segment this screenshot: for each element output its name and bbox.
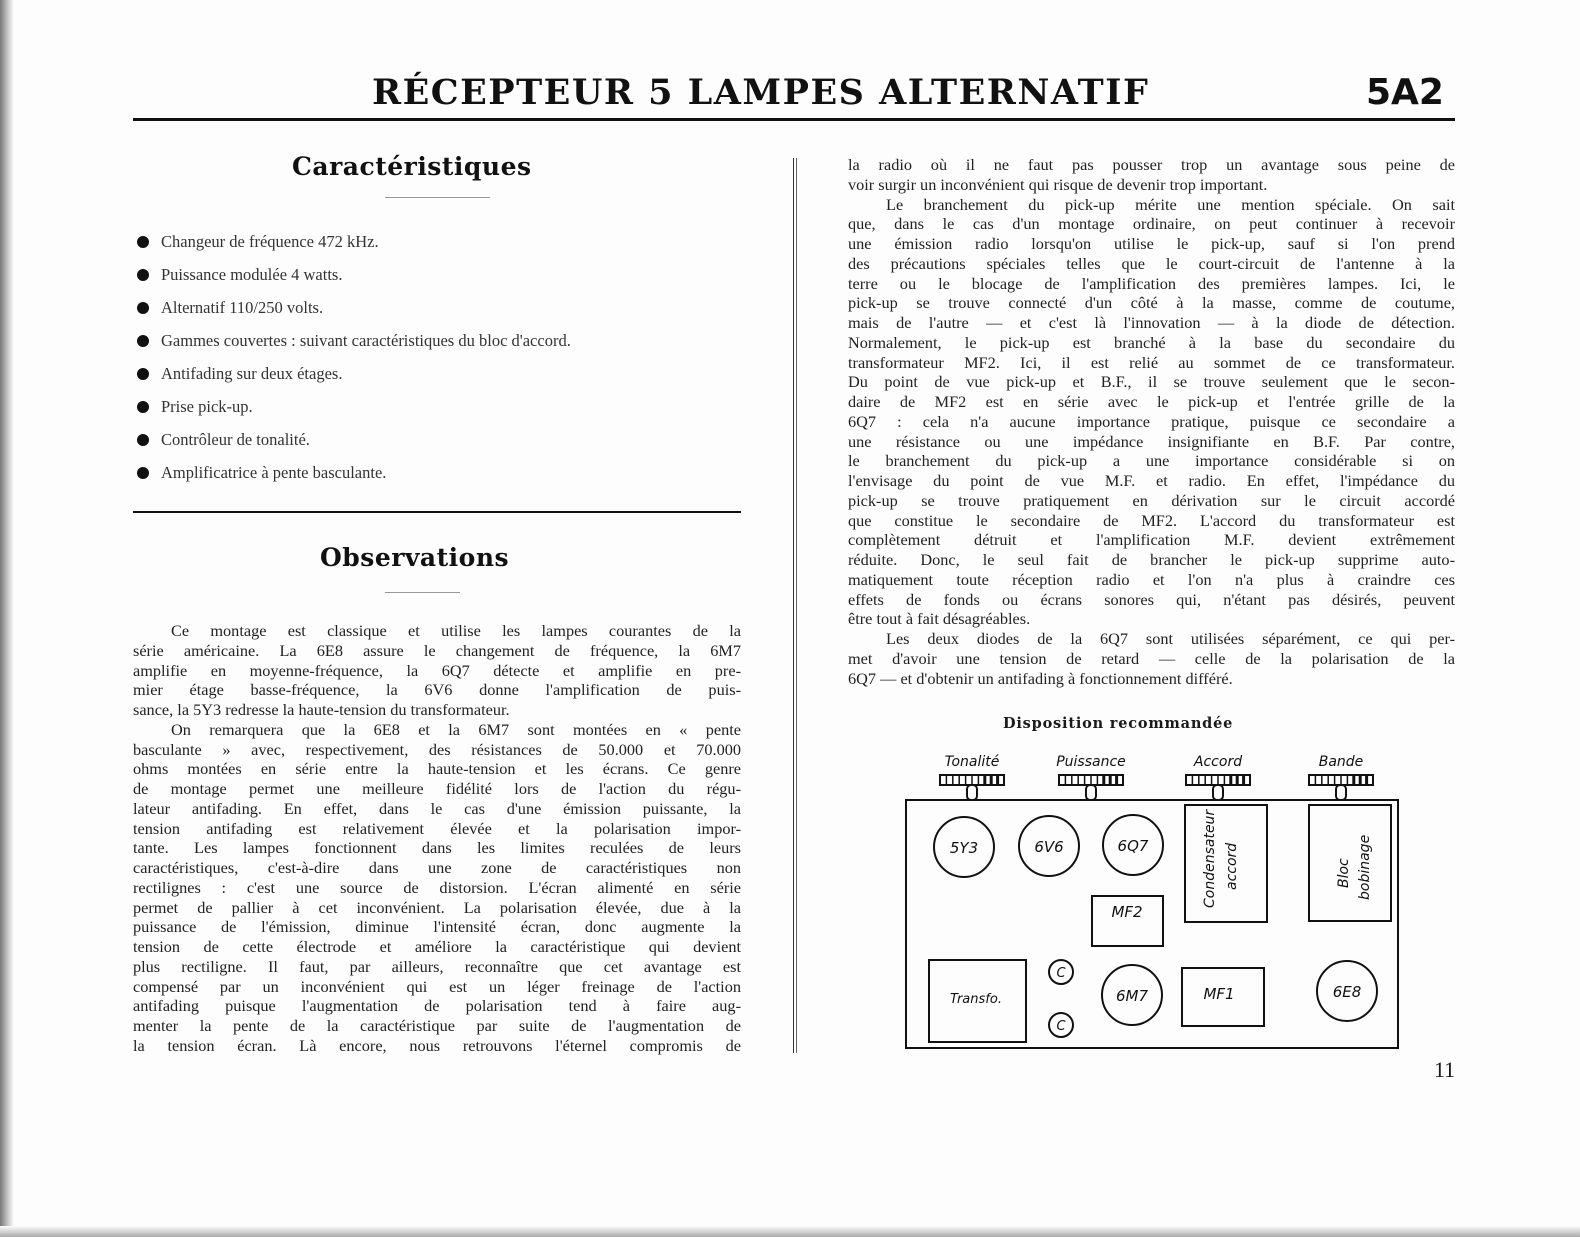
text-line: On remarquera que la 6E8 et la 6M7 sont montées en « pente: [171, 719, 741, 739]
text-line: le branchement du pick-up a une importance considérable si on: [848, 451, 1455, 471]
text-line: antifading puisque l'augmentation de polarisation tend à faire aug-: [133, 996, 741, 1016]
tube-label: 6Q7: [1117, 837, 1149, 855]
text-line: ohms montées en série entre la haute-tension et les écrans. Ce genre: [133, 759, 741, 779]
condensateur-label: Condensateur: [1202, 809, 1218, 908]
text-line: la radio où il ne faut pas pousser trop un avantage sous peine de: [848, 155, 1455, 174]
text-line: être tout à fait désagréables.: [848, 609, 1031, 629]
text-line: une résistance ou une impédance insignifiante en B.F. Par contre,: [848, 431, 1455, 451]
text-line: 6Q7 — et d'obtenir un antifading à fonctionnement différé.: [848, 668, 1233, 688]
text-line: rectilignes : c'est une source de distorsion. L'écran alimenté en série: [133, 877, 741, 897]
knob-0: [940, 754, 1004, 800]
knob-shaft: [967, 785, 977, 800]
characteristic-text: Gammes couvertes : suivant caractéristiques du bloc d'accord.: [161, 331, 571, 350]
text-line: la tension écran. Là encore, nous retrouvons l'éternel compromis de: [133, 1035, 741, 1055]
characteristic-text: Changeur de fréquence 472 kHz.: [161, 232, 379, 251]
tube-label: 6V6: [1034, 838, 1064, 856]
characteristics-heading: Caractéristiques: [292, 152, 532, 181]
characteristic-text: Amplificatrice à pente basculante.: [161, 463, 387, 482]
mf2-label: MF2: [1111, 903, 1143, 921]
text-line: série américaine. La 6E8 assure le changement de fréquence, la 6M7: [133, 640, 741, 660]
text-line: pick-up se trouve pratiquement en dérivation sur le circuit accordé: [848, 490, 1455, 510]
mf1-label: MF1: [1203, 985, 1235, 1003]
text-line: terre ou le blocage de l'amplification des premières lampes. Ici, le: [848, 273, 1455, 293]
capacitor-label: C: [1056, 1019, 1066, 1034]
text-line: que, dans le cas d'un montage ordinaire, on peut continuer à recevoir: [848, 214, 1455, 234]
capacitor-label: C: [1056, 966, 1066, 981]
text-line: daire de MF2 est en série avec le pick-up et l'entrée grille de la: [848, 392, 1455, 411]
text-line: des précautions spéciales telles que le court-circuit de l'antenne à la: [848, 253, 1455, 273]
knob-shaft: [1336, 785, 1346, 800]
text-line: pick-up se trouve connecté d'un côté à la masse, comme de coutume,: [848, 293, 1455, 313]
characteristic-text: Prise pick-up.: [161, 397, 253, 416]
characteristic-text: Alternatif 110/250 volts.: [161, 298, 324, 317]
knob-2: [1186, 754, 1250, 800]
tube-label: 5Y3: [949, 839, 979, 857]
text-line: sance, la 5Y3 redresse la haute-tension du transformateur.: [133, 700, 510, 719]
knob-label: Bande: [1318, 754, 1364, 770]
text-line: lateur antifading. En effet, dans le cas d'une émission puissante, la: [133, 798, 741, 818]
characteristic-text: Antifading sur deux étages.: [161, 364, 343, 383]
tube-label: 6M7: [1115, 987, 1149, 1005]
transfo-label: Transfo.: [950, 992, 1002, 1007]
text-line: met d'avoir une tension de retard — celle de la polarisation de la: [848, 648, 1455, 668]
text-line: 6Q7 : cela n'a aucune importance pratique, puisque ce secondaire a: [848, 411, 1455, 431]
characteristic-text: Contrôleur de tonalité.: [161, 430, 310, 449]
text-line: tension de cette électrode et améliore la caractéristique qui devient: [133, 937, 741, 956]
text-line: Du point de vue pick-up et B.F., il se trouve seulement que le secon-: [848, 372, 1455, 392]
text-line: mier étage basse-fréquence, la 6V6 donne l'amplification de puis-: [133, 680, 741, 700]
text-line: permet de pallier à cet inconvénient. La polarisation élevée, due à la: [133, 897, 741, 917]
tube-label: 6E8: [1332, 983, 1362, 1001]
page-number: 11: [1434, 1057, 1456, 1082]
text-line: caractéristiques, c'est-à-dire dans une zone de caractéristiques non: [133, 858, 741, 877]
diagram-title: Disposition recommandée: [1003, 715, 1234, 732]
knob-3: [1309, 754, 1373, 800]
text-line: l'envisage du point de vue M.F. et radio. En effet, l'impédance du: [848, 471, 1455, 490]
text-line: tension antifading est relativement élevée et la polarisation impor-: [133, 818, 741, 838]
text-line: puissance de l'émission, diminue l'intensité écran, donc augmente la: [133, 917, 741, 937]
condensateur-label-2: accord: [1224, 842, 1240, 890]
text-line: une émission radio lorsqu'on utilise le pick-up, sauf si l'on prend: [848, 234, 1455, 253]
text-line: tante. Les lampes fonctionnent dans les limites reculées de leurs: [133, 838, 741, 858]
text-line: que constitue le secondaire de MF2. L'accord du transformateur est: [848, 510, 1455, 530]
text-line: menter la pente de la caractéristique par suite de l'augmentation de: [133, 1016, 741, 1035]
observations-heading: Observations: [320, 543, 510, 572]
text-line: mais de l'autre — et c'est là l'innovation — à la diode de détection.: [848, 313, 1455, 332]
text-line: Le branchement du pick-up mérite une mention spéciale. On sait: [886, 194, 1455, 214]
text-line: plus rectiligne. Il faut, par ailleurs, reconnaître que cet avantage est: [133, 956, 741, 976]
text-line: effets de fonds ou écrans sonores qui, n'étant pas désirés, peuvent: [848, 589, 1455, 609]
text-line: de montage permet une meilleure fidélité lors de l'action du régu-: [133, 779, 741, 798]
text-line: amplifie en moyenne-fréquence, la 6Q7 détecte et amplifie en pre-: [133, 660, 741, 680]
knob-shaft: [1086, 785, 1096, 800]
text-line: voir surgir un inconvénient qui risque de devenir trop important.: [848, 174, 1268, 194]
knob-shaft: [1213, 785, 1223, 800]
text-line: réduite. Donc, le seul fait de brancher le pick-up supprime auto-: [848, 550, 1455, 569]
bloc-label: Bloc: [1336, 858, 1352, 888]
knob-label: Accord: [1193, 754, 1243, 770]
model-code: 5A2: [1366, 72, 1444, 113]
page-title: RÉCEPTEUR 5 LAMPES ALTERNATIF: [372, 72, 1150, 113]
knobs: [940, 754, 1373, 800]
characteristic-text: Puissance modulée 4 watts.: [161, 265, 343, 284]
knob-1: [1056, 754, 1126, 800]
text-line: compensé par un inconvénient qui est un léger freinage de l'action: [133, 976, 741, 996]
text-line: Ce montage est classique et utilise les lampes courantes de la: [171, 621, 741, 640]
text-line: Les deux diodes de la 6Q7 sont utilisées séparément, ce qui per-: [886, 629, 1455, 648]
text-line: transformateur MF2. Ici, il est relié au sommet de ce transformateur.: [848, 352, 1455, 372]
knob-label: Puissance: [1056, 754, 1126, 770]
knob-label: Tonalité: [944, 754, 1000, 770]
bobinage-label: bobinage: [1357, 834, 1373, 900]
text-line: basculante » avec, respectivement, des résistances de 50.000 et 70.000: [133, 739, 741, 759]
text-line: Normalement, le pick-up est branché à la base du secondaire du: [848, 332, 1455, 352]
text-line: matiquement toute réception radio et l'on n'a plus à craindre ces: [848, 569, 1455, 589]
text-line: complètement détruit et l'amplification M.F. devient extrêmement: [848, 530, 1455, 550]
